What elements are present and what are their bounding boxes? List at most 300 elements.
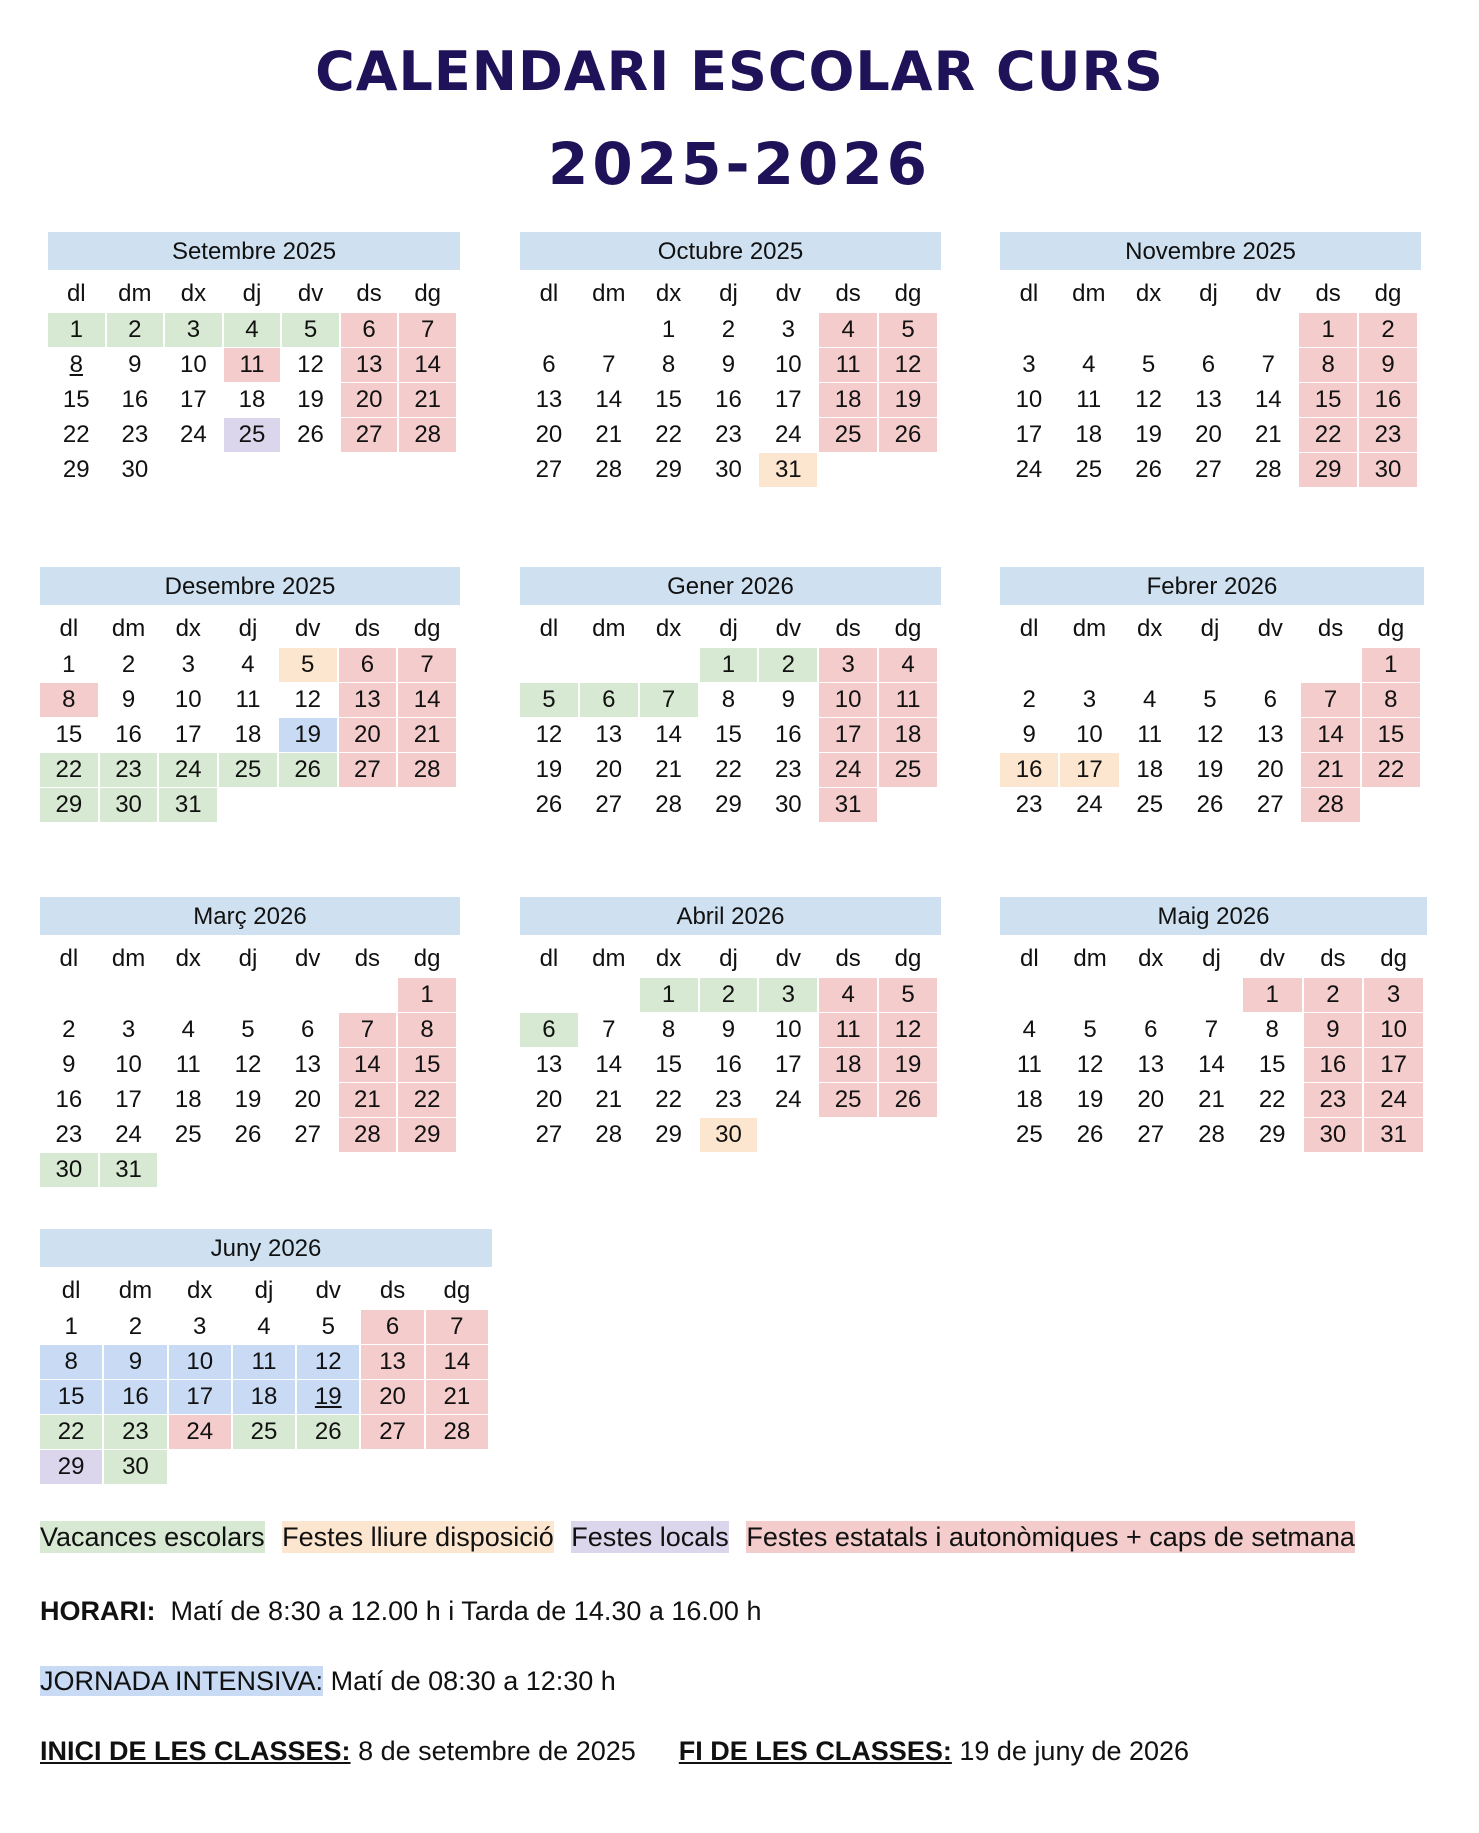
intensiva-text: Matí de 08:30 a 12:30 h — [330, 1666, 616, 1696]
day-cell: 9 — [781, 686, 795, 713]
month-grid — [518, 610, 939, 823]
day-cell: 9 — [1359, 348, 1417, 382]
day-cell: 28 — [1254, 456, 1282, 483]
week-row — [40, 1345, 488, 1379]
day-cell: 17 — [169, 1380, 231, 1414]
week-row — [520, 753, 937, 787]
day-cell: 9 — [121, 686, 136, 713]
day-cell: 31 — [819, 788, 877, 822]
day-cell: 22 — [398, 1083, 456, 1117]
week-row — [520, 313, 937, 347]
month-calendar — [1000, 897, 1427, 1153]
weekday-label: dl — [1019, 280, 1039, 307]
day-cell: 1 — [1362, 648, 1420, 682]
week-row — [40, 1415, 488, 1449]
day-cell: 27 — [1195, 456, 1222, 483]
day-cell: 17 — [774, 386, 802, 413]
day-cell: 25 — [1016, 1121, 1043, 1148]
day-cell: 2 — [1359, 313, 1417, 347]
weekday-row — [40, 1273, 488, 1309]
weekday-row — [1000, 276, 1417, 312]
month-header: Abril 2026 — [520, 897, 941, 935]
day-cell: 20 — [1195, 421, 1222, 448]
week-row — [520, 648, 937, 682]
month-header: Setembre 2025 — [48, 232, 460, 270]
weekday-label: dl — [66, 280, 86, 307]
weekday-label: dl — [59, 945, 79, 972]
weekday-label: dx — [655, 945, 682, 972]
day-cell: 15 — [715, 721, 742, 748]
weekday-label: ds — [354, 945, 381, 972]
weekday-label: dx — [655, 615, 682, 642]
weekday-label: dx — [1137, 615, 1163, 642]
day-cell: 29 — [655, 1121, 682, 1148]
day-cell: 24 — [819, 753, 877, 787]
day-cell: 9 — [1304, 1013, 1363, 1047]
day-cell: 22 — [655, 421, 682, 448]
weekday-label: dg — [894, 280, 922, 307]
day-cell: 29 — [715, 791, 742, 818]
day-cell: 13 — [535, 386, 563, 413]
month-grid — [38, 940, 458, 1188]
empty-cell — [219, 1153, 277, 1187]
weekday-label: dv — [1255, 280, 1281, 307]
empty-cell — [219, 788, 277, 822]
week-row — [1000, 1013, 1423, 1047]
empty-cell — [1180, 313, 1238, 347]
week-row — [520, 683, 937, 717]
day-cell: 8 — [1362, 683, 1420, 717]
week-row — [1000, 418, 1417, 452]
empty-cell — [879, 788, 937, 822]
empty-cell — [159, 1153, 217, 1187]
day-cell: 8 — [1299, 348, 1357, 382]
weekday-row — [520, 276, 937, 312]
day-cell: 1 — [62, 651, 76, 678]
weekday-label: dj — [719, 945, 738, 972]
day-cell: 18 — [879, 718, 937, 752]
month-grid — [998, 940, 1425, 1153]
day-cell: 5 — [1203, 686, 1217, 713]
day-cell: 25 — [819, 418, 877, 452]
month-header: Març 2026 — [40, 897, 460, 935]
day-cell: 10 — [115, 1051, 142, 1078]
day-cell: 26 — [297, 421, 324, 448]
day-cell: 7 — [398, 648, 456, 682]
day-cell: 28 — [398, 753, 456, 787]
week-row — [48, 453, 456, 487]
weekday-row — [48, 276, 456, 312]
day-cell: 27 — [339, 753, 397, 787]
day-cell: 19 — [1076, 1086, 1104, 1113]
weekday-label: dm — [118, 1277, 153, 1304]
day-cell: 27 — [1137, 1121, 1165, 1148]
weekday-label: dj — [719, 280, 738, 307]
week-row — [520, 453, 937, 487]
day-cell: 10 — [774, 351, 802, 378]
day-cell: 7 — [602, 1016, 616, 1043]
day-cell: 31 — [1364, 1118, 1423, 1152]
day-cell: 14 — [1198, 1051, 1225, 1078]
empty-cell — [580, 978, 638, 1012]
week-row — [520, 1083, 937, 1117]
week-row — [1000, 1048, 1423, 1082]
weekday-row — [520, 611, 937, 647]
day-cell: 18 — [1016, 1086, 1043, 1113]
day-cell: 15 — [55, 721, 83, 748]
day-cell: 13 — [1195, 386, 1222, 413]
day-cell: 26 — [1196, 791, 1224, 818]
weekday-label: dv — [297, 280, 324, 307]
weekday-label: ds — [356, 280, 382, 307]
empty-cell — [339, 788, 397, 822]
day-cell: 6 — [580, 683, 638, 717]
day-cell: 18 — [819, 1048, 877, 1082]
day-cell: 22 — [715, 756, 742, 783]
day-cell: 2 — [121, 651, 136, 678]
day-cell: 12 — [1076, 1051, 1104, 1078]
day-cell: 6 — [1144, 1016, 1158, 1043]
day-cell: 4 — [819, 313, 877, 347]
day-cell: 16 — [115, 721, 142, 748]
day-cell: 9 — [128, 351, 142, 378]
day-cell: 19 — [234, 1086, 262, 1113]
month-header: Desembre 2025 — [40, 567, 460, 605]
day-cell: 30 — [1359, 453, 1417, 487]
weekday-label: dm — [1072, 615, 1107, 642]
weekday-label: dv — [294, 945, 321, 972]
day-cell: 4 — [879, 648, 937, 682]
empty-cell — [279, 978, 337, 1012]
day-cell: 13 — [1256, 721, 1284, 748]
empty-cell — [398, 788, 456, 822]
day-cell: 23 — [1359, 418, 1417, 452]
day-cell: 19 — [879, 1048, 937, 1082]
weekday-label: dv — [1259, 945, 1285, 972]
day-cell: 3 — [181, 651, 195, 678]
empty-cell — [879, 1118, 937, 1152]
day-cell: 21 — [426, 1380, 488, 1414]
weekday-label: dx — [1138, 945, 1164, 972]
legend-vacances: Vacances escolars — [40, 1522, 265, 1552]
weekday-label: ds — [1317, 615, 1344, 642]
day-cell: 30 — [104, 1450, 166, 1484]
day-cell: 31 — [759, 453, 817, 487]
day-cell: 25 — [1136, 791, 1164, 818]
day-cell: 2 — [107, 313, 164, 347]
weekday-label: dl — [59, 615, 79, 642]
month-grid — [518, 275, 939, 488]
empty-cell — [759, 1118, 817, 1152]
day-cell: 20 — [339, 718, 397, 752]
legend-festes-locals: Festes locals — [571, 1522, 729, 1552]
day-cell: 23 — [715, 1086, 742, 1113]
day-cell: 3 — [165, 313, 222, 347]
empty-cell — [1060, 648, 1118, 682]
day-cell: 7 — [426, 1310, 488, 1344]
day-cell: 14 — [426, 1345, 488, 1379]
day-cell: 26 — [879, 1083, 937, 1117]
day-cell: 9 — [721, 351, 736, 378]
day-cell: 24 — [115, 1121, 142, 1148]
day-cell: 10 — [1076, 721, 1103, 748]
day-cell: 13 — [294, 1051, 322, 1078]
day-cell: 25 — [1075, 456, 1103, 483]
intensiva-label: JORNADA INTENSIVA: — [40, 1666, 324, 1696]
weekday-label: dj — [719, 615, 738, 642]
day-cell: 16 — [1359, 383, 1417, 417]
day-cell: 7 — [602, 351, 616, 378]
empty-cell — [520, 313, 578, 347]
week-row — [40, 1083, 456, 1117]
week-row — [40, 788, 456, 822]
day-cell: 17 — [774, 1051, 802, 1078]
day-cell: 6 — [1201, 351, 1216, 378]
weekday-label: ds — [1320, 945, 1346, 972]
week-row — [520, 788, 937, 822]
weekday-label: dl — [1020, 945, 1039, 972]
empty-cell — [1301, 648, 1359, 682]
week-row — [1000, 348, 1417, 382]
day-cell: 21 — [1198, 1086, 1225, 1113]
week-row — [1000, 788, 1420, 822]
month-calendar — [1000, 567, 1424, 823]
week-row — [40, 978, 456, 1012]
horari-label: HORARI: — [40, 1596, 156, 1626]
day-cell: 24 — [159, 753, 217, 787]
week-row — [40, 1013, 456, 1047]
day-cell: 16 — [1000, 753, 1058, 787]
day-cell: 16 — [774, 721, 802, 748]
weekday-label: dv — [775, 615, 801, 642]
month-calendar — [40, 567, 460, 823]
day-cell: 3 — [193, 1313, 207, 1340]
day-cell: 30 — [700, 1118, 758, 1152]
month-grid — [998, 610, 1422, 823]
day-cell: 18 — [238, 386, 266, 413]
weekday-row — [1000, 611, 1420, 647]
weekday-label: ds — [835, 280, 861, 307]
day-cell: 11 — [175, 1051, 201, 1078]
month-calendar — [520, 232, 941, 488]
day-cell: 13 — [341, 348, 398, 382]
day-cell: 11 — [224, 348, 281, 382]
day-cell: 12 — [879, 348, 937, 382]
day-cell: 25 — [879, 753, 937, 787]
classes-line — [40, 1736, 1189, 1767]
day-cell: 30 — [40, 1153, 98, 1187]
legend-festes-estatals: Festes estatals i autonòmiques + caps de setmana — [746, 1522, 1355, 1552]
day-cell: 21 — [398, 718, 456, 752]
empty-cell — [233, 1450, 295, 1484]
empty-cell — [1000, 648, 1058, 682]
week-row — [1000, 683, 1420, 717]
day-cell: 21 — [655, 756, 682, 783]
day-cell: 2 — [1022, 686, 1036, 713]
day-cell: 27 — [341, 418, 398, 452]
day-cell: 17 — [819, 718, 877, 752]
day-cell: 4 — [1143, 686, 1157, 713]
empty-cell — [279, 788, 337, 822]
month-calendar — [40, 897, 460, 1188]
day-cell: 23 — [1304, 1083, 1363, 1117]
inici-label: INICI DE LES CLASSES: — [40, 1736, 351, 1766]
day-cell: 17 — [180, 386, 207, 413]
weekday-label: dx — [175, 615, 201, 642]
month-header: Novembre 2025 — [1000, 232, 1421, 270]
day-cell: 30 — [1304, 1118, 1363, 1152]
day-cell: 28 — [595, 1121, 623, 1148]
day-cell: 24 — [1364, 1083, 1423, 1117]
day-cell: 24 — [774, 1086, 802, 1113]
weekday-label: dm — [592, 945, 626, 972]
week-row — [1000, 1083, 1423, 1117]
day-cell: 27 — [595, 791, 623, 818]
weekday-label: dv — [775, 280, 801, 307]
day-cell: 9 — [62, 1051, 76, 1078]
day-cell: 15 — [1258, 1051, 1286, 1078]
week-row — [1000, 718, 1420, 752]
day-cell: 29 — [40, 788, 98, 822]
empty-cell — [879, 453, 937, 487]
day-cell: 20 — [1137, 1086, 1165, 1113]
day-cell: 19 — [297, 1380, 359, 1414]
day-cell: 17 — [115, 1086, 142, 1113]
day-cell: 28 — [595, 456, 623, 483]
month-header: Gener 2026 — [520, 567, 941, 605]
empty-cell — [1000, 978, 1059, 1012]
day-cell: 18 — [233, 1380, 295, 1414]
empty-cell — [339, 978, 397, 1012]
day-cell: 12 — [879, 1013, 937, 1047]
day-cell: 4 — [241, 651, 255, 678]
empty-cell — [341, 453, 398, 487]
day-cell: 8 — [661, 351, 676, 378]
weekday-label: dg — [894, 615, 922, 642]
day-cell: 29 — [62, 456, 90, 483]
empty-cell — [580, 313, 638, 347]
weekday-label: dj — [242, 280, 262, 307]
day-cell: 1 — [398, 978, 456, 1012]
day-cell: 14 — [339, 1048, 397, 1082]
day-cell: 29 — [1258, 1121, 1286, 1148]
week-row — [520, 978, 937, 1012]
day-cell: 18 — [1136, 756, 1164, 783]
day-cell: 19 — [535, 756, 563, 783]
day-cell: 18 — [234, 721, 262, 748]
day-cell: 14 — [1254, 386, 1282, 413]
empty-cell — [1181, 648, 1239, 682]
day-cell: 2 — [759, 648, 817, 682]
week-row — [1000, 648, 1420, 682]
day-cell: 11 — [1076, 386, 1102, 413]
day-cell: 26 — [1076, 1121, 1104, 1148]
day-cell: 17 — [1364, 1048, 1423, 1082]
day-cell: 12 — [1196, 721, 1224, 748]
week-row — [40, 648, 456, 682]
day-cell: 6 — [341, 313, 398, 347]
day-cell: 10 — [174, 686, 202, 713]
month-calendar — [1000, 232, 1421, 488]
day-cell: 9 — [721, 1016, 736, 1043]
day-cell: 22 — [40, 1415, 102, 1449]
week-row — [40, 683, 456, 717]
day-cell: 27 — [294, 1121, 322, 1148]
day-cell: 16 — [104, 1380, 166, 1414]
day-cell: 12 — [1135, 386, 1162, 413]
day-cell: 30 — [100, 788, 158, 822]
week-row — [1000, 753, 1420, 787]
day-cell: 25 — [233, 1415, 295, 1449]
week-row — [40, 1153, 456, 1187]
day-cell: 7 — [640, 683, 698, 717]
empty-cell — [520, 978, 578, 1012]
month-calendar — [40, 1229, 492, 1485]
weekday-row — [1000, 941, 1423, 977]
day-cell: 29 — [398, 1118, 456, 1152]
day-cell: 26 — [234, 1121, 262, 1148]
day-cell: 8 — [40, 1345, 102, 1379]
weekday-label: dm — [1073, 945, 1107, 972]
day-cell: 28 — [655, 791, 682, 818]
day-cell: 22 — [655, 1086, 682, 1113]
day-cell: 25 — [219, 753, 277, 787]
day-cell: 1 — [1243, 978, 1302, 1012]
day-cell: 17 — [1015, 421, 1043, 448]
day-cell: 8 — [1265, 1016, 1279, 1043]
day-cell: 9 — [1022, 721, 1036, 748]
day-cell: 14 — [655, 721, 682, 748]
legend-lliure-disposicio: Festes lliure disposició — [282, 1522, 554, 1552]
weekday-label: dj — [1202, 945, 1221, 972]
week-row — [520, 1118, 937, 1152]
day-cell: 10 — [169, 1345, 231, 1379]
week-row — [520, 418, 937, 452]
day-cell: 8 — [398, 1013, 456, 1047]
empty-cell — [169, 1450, 231, 1484]
day-cell: 10 — [774, 1016, 802, 1043]
day-cell: 20 — [595, 756, 623, 783]
week-row — [1000, 383, 1417, 417]
weekday-label: ds — [835, 615, 861, 642]
fi-label: FI DE LES CLASSES: — [678, 1736, 952, 1766]
weekday-label: dx — [655, 280, 682, 307]
day-cell: 19 — [1135, 421, 1162, 448]
day-cell: 20 — [535, 421, 563, 448]
day-cell: 14 — [399, 348, 456, 382]
weekday-label: ds — [379, 1277, 406, 1304]
day-cell: 5 — [520, 683, 578, 717]
weekday-label: dg — [1374, 280, 1402, 307]
week-row — [520, 348, 937, 382]
weekday-label: dm — [592, 280, 626, 307]
day-cell: 21 — [339, 1083, 397, 1117]
day-cell: 7 — [1204, 1016, 1219, 1043]
weekday-label: dj — [238, 945, 258, 972]
day-cell: 15 — [1362, 718, 1420, 752]
week-row — [40, 1310, 488, 1344]
day-cell: 24 — [169, 1415, 231, 1449]
week-row — [1000, 978, 1423, 1012]
week-row — [1000, 313, 1417, 347]
day-cell: 18 — [1075, 421, 1103, 448]
day-cell: 14 — [595, 386, 623, 413]
day-cell: 15 — [655, 1051, 682, 1078]
day-cell: 12 — [234, 1051, 262, 1078]
day-cell: 7 — [339, 1013, 397, 1047]
empty-cell — [361, 1450, 423, 1484]
empty-cell — [219, 978, 277, 1012]
